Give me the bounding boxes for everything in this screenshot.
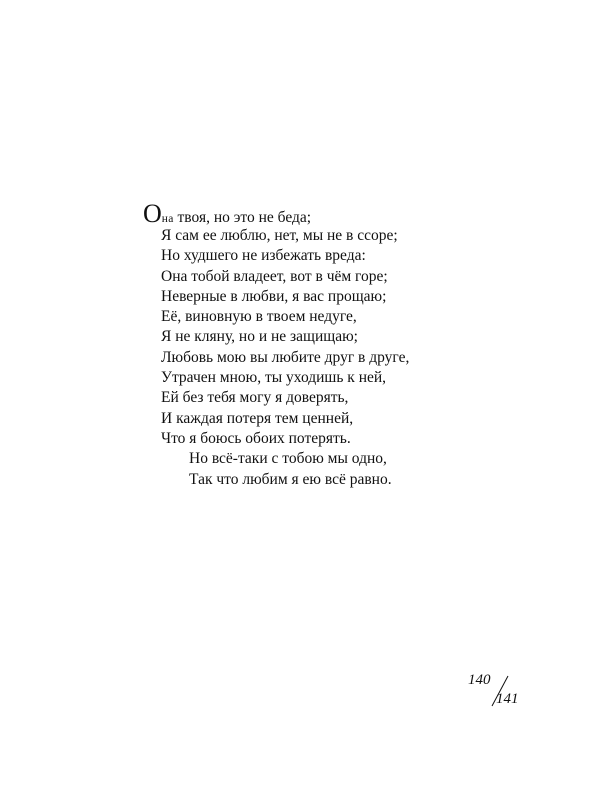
poem-line: Её, виновную в твоем недуге,	[161, 308, 357, 326]
page-numbers	[468, 670, 538, 710]
couplet-line: Но всё-таки с тобою мы одно,	[189, 450, 387, 468]
poem-line: Что я боюсь обоих потерять.	[161, 429, 351, 447]
small-caps-text: на	[161, 213, 174, 225]
poem-line: Любовь мою вы любите друг в друге,	[161, 348, 410, 366]
right-page-number: 141	[496, 691, 519, 707]
poem-line: И каждая потеря тем ценней,	[161, 409, 354, 427]
first-line-rest: твоя, но это не беда;	[173, 209, 312, 226]
poem-line: Я не кляну, но и не защищаю;	[161, 328, 358, 346]
drop-cap-letter: О	[143, 199, 162, 228]
poem-line: Утрачен мною, ты уходишь к ней,	[161, 369, 387, 387]
poem-text	[143, 199, 563, 490]
poem-line: Ей без тебя могу я доверять,	[161, 389, 349, 407]
poem-first-line	[143, 199, 563, 228]
left-page-number: 140	[468, 672, 491, 688]
poem-line: Я сам ее люблю, нет, мы не в ссоре;	[161, 227, 398, 244]
couplet-line: Так что любим я ею всё равно.	[189, 470, 392, 488]
poem-line: Но худшего не избежать вреда:	[161, 247, 366, 265]
poem-line: Неверные в любви, я вас прощаю;	[161, 287, 387, 305]
poem-line: Она тобой владеет, вот в чём горе;	[161, 267, 388, 285]
